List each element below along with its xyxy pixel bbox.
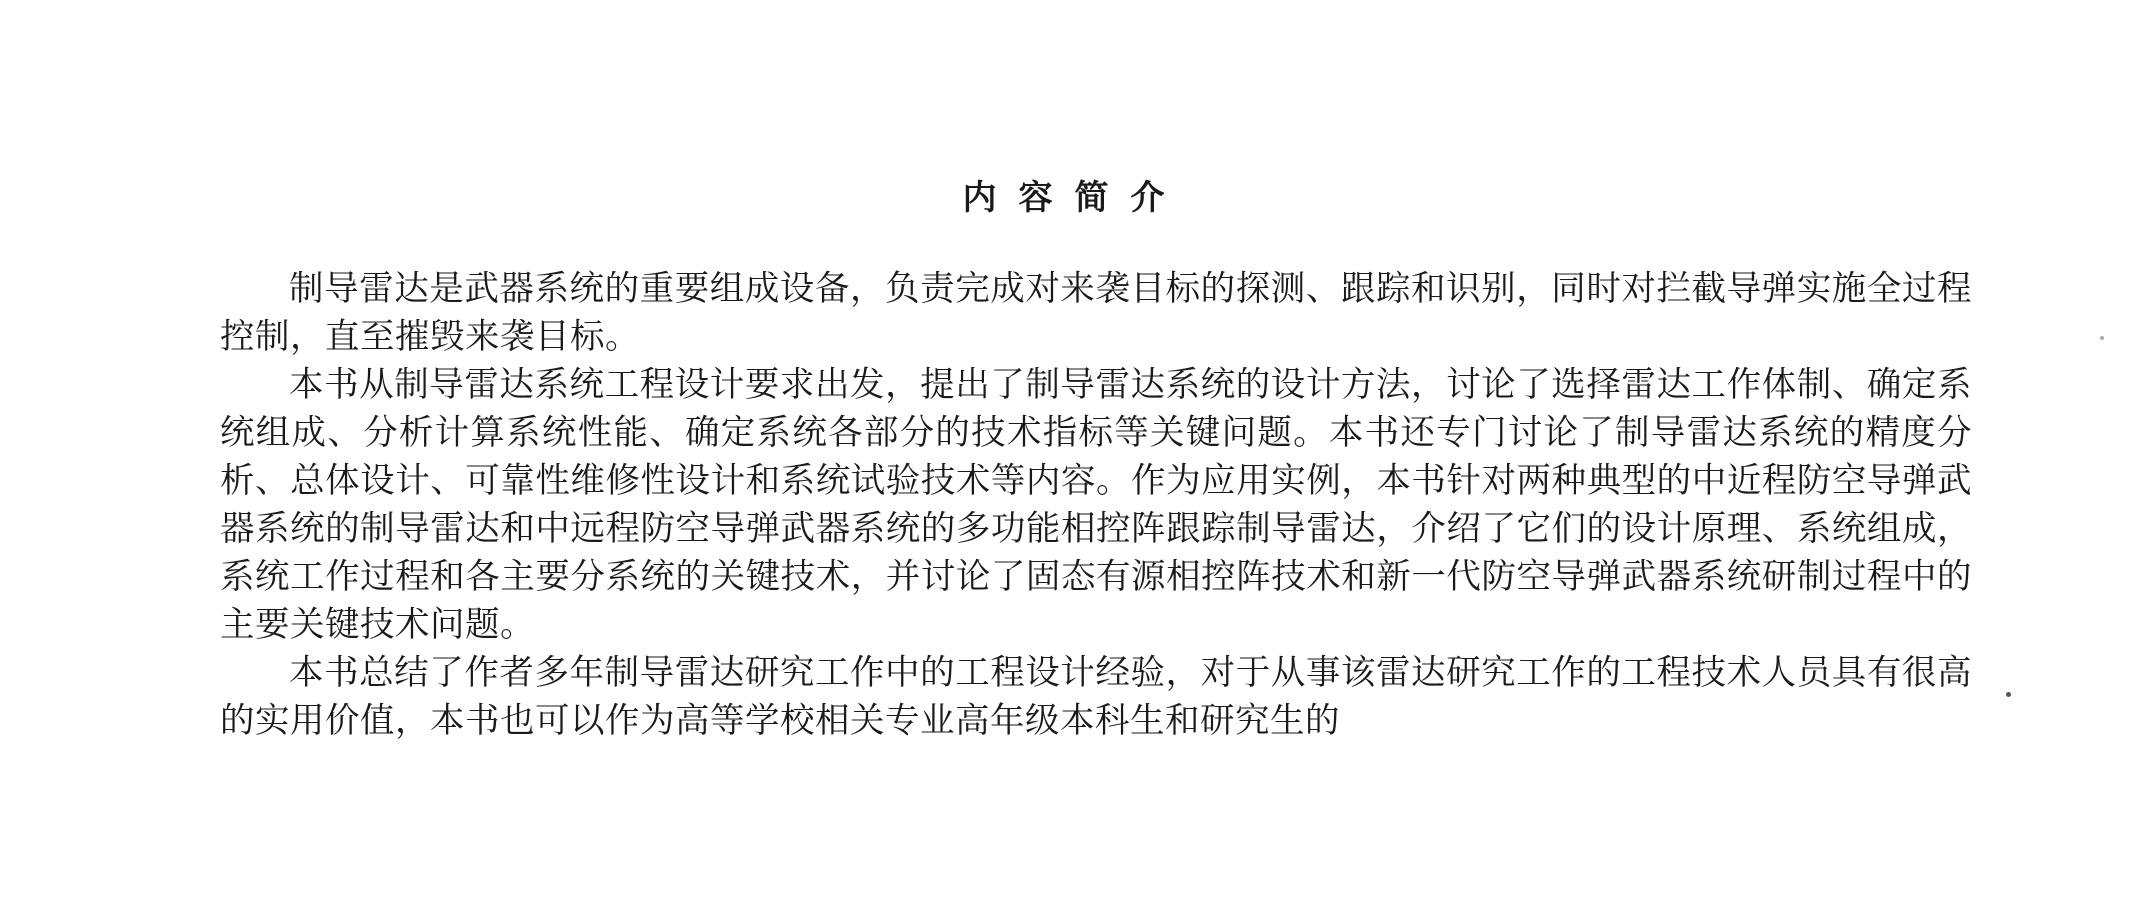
paragraph-3: 本书总结了作者多年制导雷达研究工作中的工程设计经验，对于从事该雷达研究工作的工程技术人员具有很高的实用价值，本书也可以作为高等学校相关专业高年级本科生和研究生的 xyxy=(220,653,1972,741)
scan-speck xyxy=(2100,336,2104,340)
scan-speck xyxy=(2006,692,2011,697)
paragraph-2: 本书从制导雷达系统工程设计要求出发，提出了制导雷达系统的设计方法，讨论了选择雷达工作体制、确定系统组成、分析计算系统性能、确定系统各部分的技术指标等关键问题。本书还专门讨论了制导雷达系统的精度分析、总体设计、可靠性维修性设计和系统试验技术等内容。作为应用实例，本书针对两种典型的中近程防空导弹武器系统的制导雷达和中远程防空导弹武器系统的多功能相控阵跟踪制导雷达，介绍了它们的设计原理、系统组成，系统工作过程和各主要分系统的关键技术，并讨论了固态有源相控阵技术和新一代防空导弹武器系统研制过程中的主要关键技术问题。 xyxy=(220,365,1972,645)
page-title: 内容简介 xyxy=(962,178,1187,218)
summary-body xyxy=(220,265,1972,745)
paragraph-1: 制导雷达是武器系统的重要组成设备，负责完成对来袭目标的探测、跟踪和识别，同时对拦截导弹实施全过程控制，直至摧毁来袭目标。 xyxy=(220,269,1972,357)
